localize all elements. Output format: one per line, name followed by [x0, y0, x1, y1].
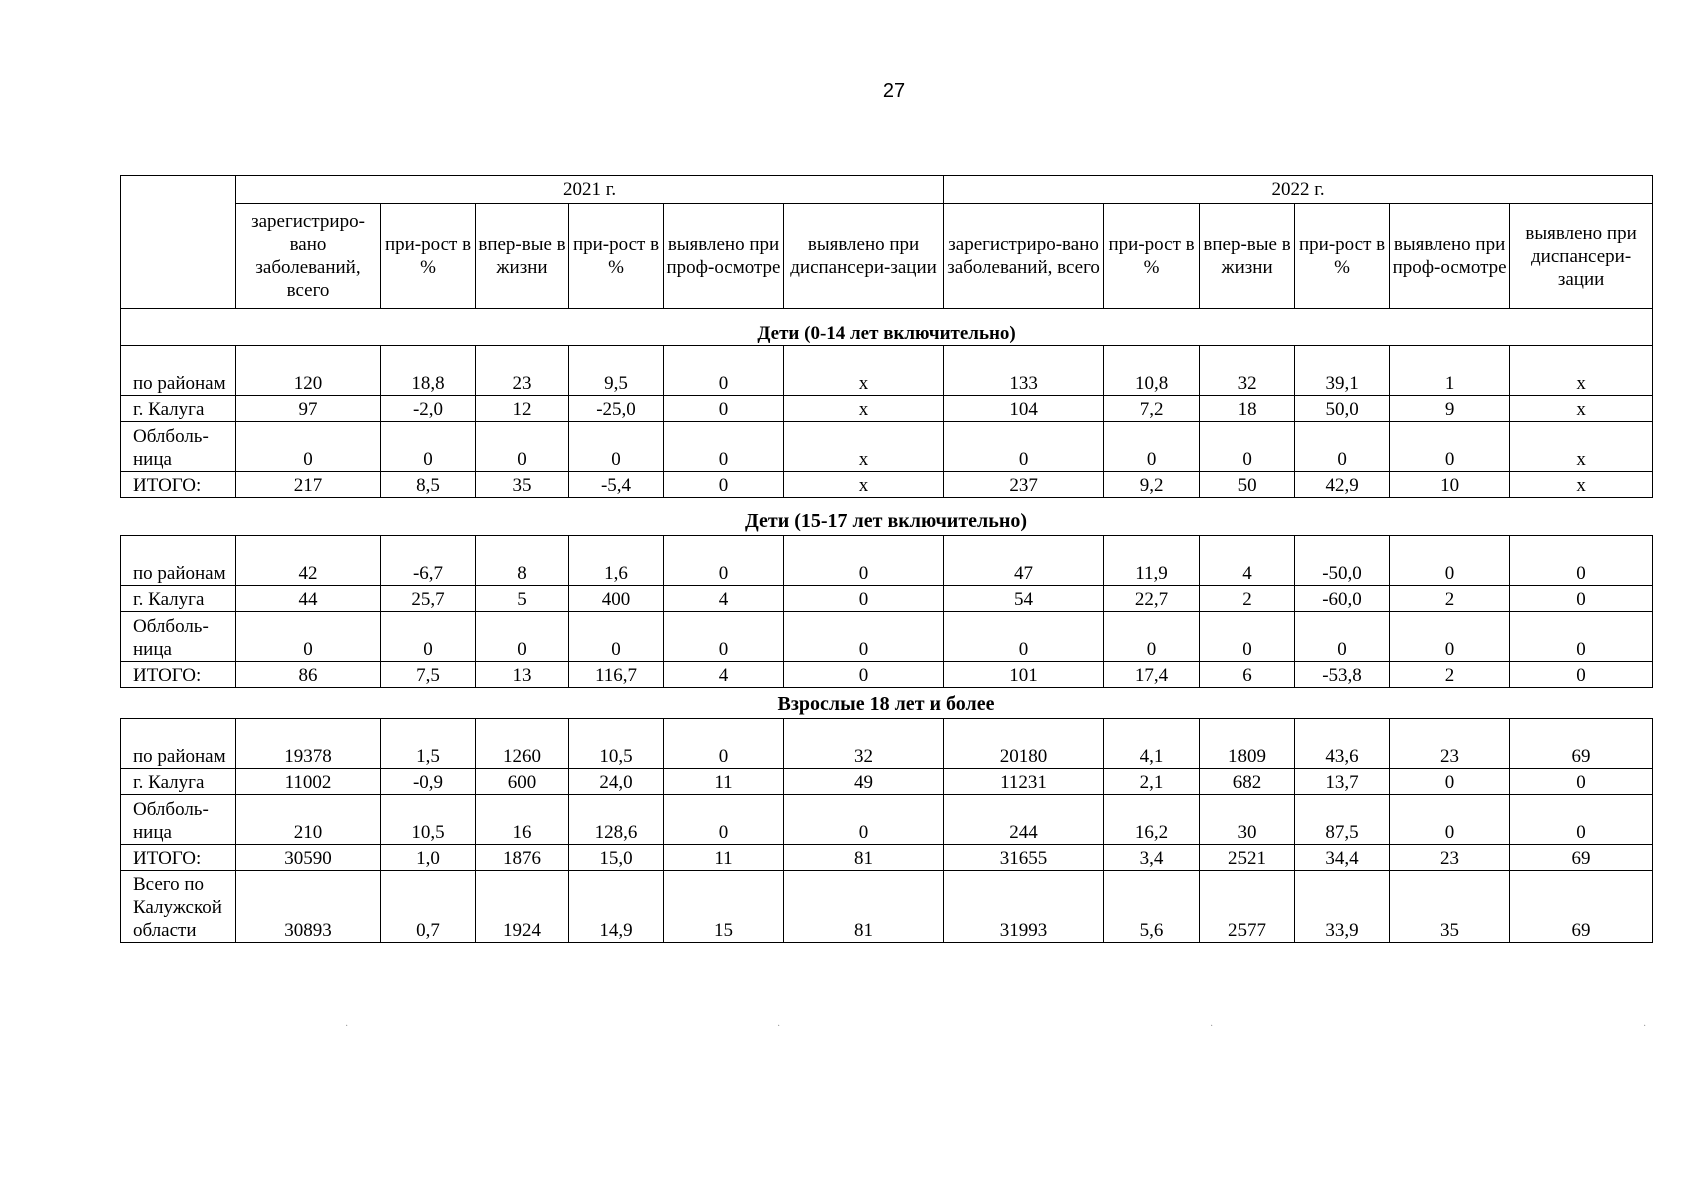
table-cell: -6,7 [381, 536, 476, 586]
table-cell: 6 [1200, 662, 1295, 688]
section-title-children-15-17: Дети (15-17 лет включительно) [744, 510, 1028, 532]
table-cell: 0 [1510, 795, 1653, 845]
column-header: при-рост в % [1295, 204, 1390, 309]
table-cell: -60,0 [1295, 586, 1390, 612]
table-cell: 0 [1104, 612, 1200, 662]
table-row [121, 845, 1653, 871]
table-cell: 0 [664, 396, 784, 422]
table-cell: 10 [1390, 472, 1510, 498]
table-row [121, 719, 1653, 769]
table-cell: 1809 [1200, 719, 1295, 769]
table-cell: 5,6 [1104, 871, 1200, 943]
page-number: 27 [882, 80, 906, 102]
table-cell: 0 [381, 422, 476, 472]
column-header: зарегистриро-вано заболеваний, всего [236, 204, 381, 309]
table-cell: 0 [784, 612, 944, 662]
section-title-children-0-14: Дети (0-14 лет включительно) [121, 309, 1653, 346]
table-cell: х [1510, 396, 1653, 422]
table-cell: 0 [664, 346, 784, 396]
year-2021-header: 2021 г. [236, 176, 944, 204]
table-cell: 0 [1510, 586, 1653, 612]
table-cell: 44 [236, 586, 381, 612]
table-cell: 19378 [236, 719, 381, 769]
table-cell: 33,9 [1295, 871, 1390, 943]
table-cell: 10,5 [381, 795, 476, 845]
table-cell: 0 [664, 472, 784, 498]
row-label: ИТОГО: [121, 472, 236, 498]
column-header: выявлено при диспансери-зации [1510, 204, 1653, 309]
table-cell: 400 [569, 586, 664, 612]
table-cell: 17,4 [1104, 662, 1200, 688]
table-cell: 0 [1390, 795, 1510, 845]
table-cell: х [784, 422, 944, 472]
table-cell: 2 [1200, 586, 1295, 612]
table-row [121, 396, 1653, 422]
table-cell: 11002 [236, 769, 381, 795]
table-cell: 35 [1390, 871, 1510, 943]
row-label: по районам [121, 719, 236, 769]
table-cell: -53,8 [1295, 662, 1390, 688]
table-row [121, 346, 1653, 396]
scan-speck: · [777, 1021, 781, 1032]
row-label: Облболь-ница [121, 612, 236, 662]
table-cell: 30893 [236, 871, 381, 943]
table-cell: 2,1 [1104, 769, 1200, 795]
table-row [121, 472, 1653, 498]
year-header-row [121, 176, 1653, 204]
incidence-table-children-15-17 [120, 535, 1653, 688]
table-cell: 7,5 [381, 662, 476, 688]
table-cell: 210 [236, 795, 381, 845]
table-cell: 20180 [944, 719, 1104, 769]
table-cell: 42,9 [1295, 472, 1390, 498]
row-label: Облболь-ница [121, 422, 236, 472]
table-cell: 101 [944, 662, 1104, 688]
table-cell: 81 [784, 871, 944, 943]
table-cell: 13,7 [1295, 769, 1390, 795]
table-cell: 42 [236, 536, 381, 586]
table-cell: 0 [476, 612, 569, 662]
table-cell: 3,4 [1104, 845, 1200, 871]
table-cell: 4 [1200, 536, 1295, 586]
table-cell: 1260 [476, 719, 569, 769]
table-cell: -0,9 [381, 769, 476, 795]
table-cell: 1,0 [381, 845, 476, 871]
table-cell: 0 [569, 612, 664, 662]
table-cell: 0 [784, 536, 944, 586]
corner-cell [121, 176, 236, 309]
table-cell: 0 [1390, 536, 1510, 586]
table-cell: 9,2 [1104, 472, 1200, 498]
table-row [121, 769, 1653, 795]
table-cell: 5 [476, 586, 569, 612]
row-label: Всего по Калужской области [121, 871, 236, 943]
table-cell: 16,2 [1104, 795, 1200, 845]
table-row [121, 586, 1653, 612]
table-cell: 23 [476, 346, 569, 396]
table-cell: 30 [1200, 795, 1295, 845]
column-header: выявлено при проф-осмотре [1390, 204, 1510, 309]
table-cell: 69 [1510, 845, 1653, 871]
table-cell: 104 [944, 396, 1104, 422]
table-cell: 0 [784, 586, 944, 612]
table-cell: 0 [1510, 612, 1653, 662]
table-cell: х [1510, 422, 1653, 472]
column-header-row [121, 204, 1653, 309]
table-cell: 15,0 [569, 845, 664, 871]
table-cell: 22,7 [1104, 586, 1200, 612]
table-cell: 0 [1200, 612, 1295, 662]
table-cell: 0 [1295, 612, 1390, 662]
table-cell: 50 [1200, 472, 1295, 498]
row-label: г. Калуга [121, 586, 236, 612]
column-header: при-рост в % [381, 204, 476, 309]
incidence-table-top [120, 175, 1653, 498]
table-cell: 9,5 [569, 346, 664, 396]
table-cell: 1,6 [569, 536, 664, 586]
table-cell: 2 [1390, 586, 1510, 612]
table-cell: 11 [664, 845, 784, 871]
table-cell: 23 [1390, 845, 1510, 871]
table-cell: 0 [1510, 769, 1653, 795]
table-cell: 2 [1390, 662, 1510, 688]
table-cell: 682 [1200, 769, 1295, 795]
column-header: при-рост в % [1104, 204, 1200, 309]
table-cell: 0 [1390, 612, 1510, 662]
table-cell: 35 [476, 472, 569, 498]
table-row [121, 871, 1653, 943]
table-cell: 128,6 [569, 795, 664, 845]
row-label: ИТОГО: [121, 662, 236, 688]
table-cell: 23 [1390, 719, 1510, 769]
table-cell: 81 [784, 845, 944, 871]
incidence-table-adults [120, 718, 1653, 943]
section-row [121, 309, 1653, 346]
column-header: выявлено при диспансери-зации [784, 204, 944, 309]
table-cell: 11231 [944, 769, 1104, 795]
table-cell: 14,9 [569, 871, 664, 943]
table-cell: 0 [1390, 422, 1510, 472]
table-cell: 133 [944, 346, 1104, 396]
row-label: Облболь-ница [121, 795, 236, 845]
table-cell: 54 [944, 586, 1104, 612]
table-cell: 1 [1390, 346, 1510, 396]
table-cell: 116,7 [569, 662, 664, 688]
table-row [121, 536, 1653, 586]
table-cell: 0 [476, 422, 569, 472]
column-header: зарегистриро-вано заболеваний, всего [944, 204, 1104, 309]
table-row [121, 795, 1653, 845]
table-cell: 32 [1200, 346, 1295, 396]
table-cell: -50,0 [1295, 536, 1390, 586]
scan-speck: · [1643, 1021, 1647, 1032]
table-cell: х [784, 396, 944, 422]
table-cell: 31993 [944, 871, 1104, 943]
table-cell: 10,8 [1104, 346, 1200, 396]
table-cell: 1924 [476, 871, 569, 943]
table-cell: 11 [664, 769, 784, 795]
table-cell: 50,0 [1295, 396, 1390, 422]
column-header: выявлено при проф-осмотре [664, 204, 784, 309]
table-cell: 9 [1390, 396, 1510, 422]
table-cell: 47 [944, 536, 1104, 586]
year-2022-header: 2022 г. [944, 176, 1653, 204]
table-cell: 10,5 [569, 719, 664, 769]
table-row [121, 662, 1653, 688]
row-label: ИТОГО: [121, 845, 236, 871]
table-cell: 0 [944, 422, 1104, 472]
table-cell: 15 [664, 871, 784, 943]
table-cell: 13 [476, 662, 569, 688]
table-cell: 0 [1295, 422, 1390, 472]
table-cell: -2,0 [381, 396, 476, 422]
table-cell: 97 [236, 396, 381, 422]
table-cell: 34,4 [1295, 845, 1390, 871]
table-cell: 0 [236, 422, 381, 472]
table-cell: 0,7 [381, 871, 476, 943]
table-cell: х [784, 472, 944, 498]
table-cell: 30590 [236, 845, 381, 871]
table-cell: х [1510, 346, 1653, 396]
table-cell: 0 [236, 612, 381, 662]
table-cell: 2577 [1200, 871, 1295, 943]
table-cell: 0 [569, 422, 664, 472]
table-cell: 1876 [476, 845, 569, 871]
column-header: впер-вые в жизни [1200, 204, 1295, 309]
table-row [121, 422, 1653, 472]
table-cell: 43,6 [1295, 719, 1390, 769]
table-cell: -5,4 [569, 472, 664, 498]
table-cell: 18,8 [381, 346, 476, 396]
table-cell: 1,5 [381, 719, 476, 769]
table-cell: 120 [236, 346, 381, 396]
table-cell: 0 [784, 662, 944, 688]
table-cell: х [1510, 472, 1653, 498]
table-cell: 0 [1510, 662, 1653, 688]
table-cell: 0 [944, 612, 1104, 662]
table-cell: х [784, 346, 944, 396]
table-cell: 24,0 [569, 769, 664, 795]
table-cell: 237 [944, 472, 1104, 498]
table-cell: 0 [1510, 536, 1653, 586]
table-cell: 8,5 [381, 472, 476, 498]
table-cell: 4,1 [1104, 719, 1200, 769]
table-cell: 2521 [1200, 845, 1295, 871]
table-cell: 7,2 [1104, 396, 1200, 422]
table-cell: 244 [944, 795, 1104, 845]
row-label: г. Калуга [121, 396, 236, 422]
table-cell: -25,0 [569, 396, 664, 422]
table-cell: 0 [664, 719, 784, 769]
row-label: по районам [121, 346, 236, 396]
table-cell: 0 [664, 422, 784, 472]
table-cell: 0 [664, 795, 784, 845]
table-cell: 0 [784, 795, 944, 845]
table-cell: 0 [664, 612, 784, 662]
table-cell: 600 [476, 769, 569, 795]
table-cell: 4 [664, 662, 784, 688]
column-header: при-рост в % [569, 204, 664, 309]
table-cell: 69 [1510, 871, 1653, 943]
table-cell: 0 [1200, 422, 1295, 472]
table-cell: 0 [1104, 422, 1200, 472]
table-cell: 12 [476, 396, 569, 422]
table-cell: 31655 [944, 845, 1104, 871]
table-cell: 4 [664, 586, 784, 612]
scan-speck: · [1210, 1021, 1214, 1032]
table-cell: 87,5 [1295, 795, 1390, 845]
table-cell: 0 [664, 536, 784, 586]
section-title-adults: Взрослые 18 лет и более [777, 693, 995, 715]
table-cell: 0 [1390, 769, 1510, 795]
table-cell: 217 [236, 472, 381, 498]
table-cell: 11,9 [1104, 536, 1200, 586]
row-label: по районам [121, 536, 236, 586]
table-cell: 0 [381, 612, 476, 662]
table-cell: 32 [784, 719, 944, 769]
table-cell: 86 [236, 662, 381, 688]
table-cell: 25,7 [381, 586, 476, 612]
table-row [121, 612, 1653, 662]
scan-speck: · [345, 1021, 349, 1032]
row-label: г. Калуга [121, 769, 236, 795]
column-header: впер-вые в жизни [476, 204, 569, 309]
table-cell: 49 [784, 769, 944, 795]
table-cell: 8 [476, 536, 569, 586]
table-cell: 69 [1510, 719, 1653, 769]
table-cell: 39,1 [1295, 346, 1390, 396]
table-cell: 18 [1200, 396, 1295, 422]
table-cell: 16 [476, 795, 569, 845]
